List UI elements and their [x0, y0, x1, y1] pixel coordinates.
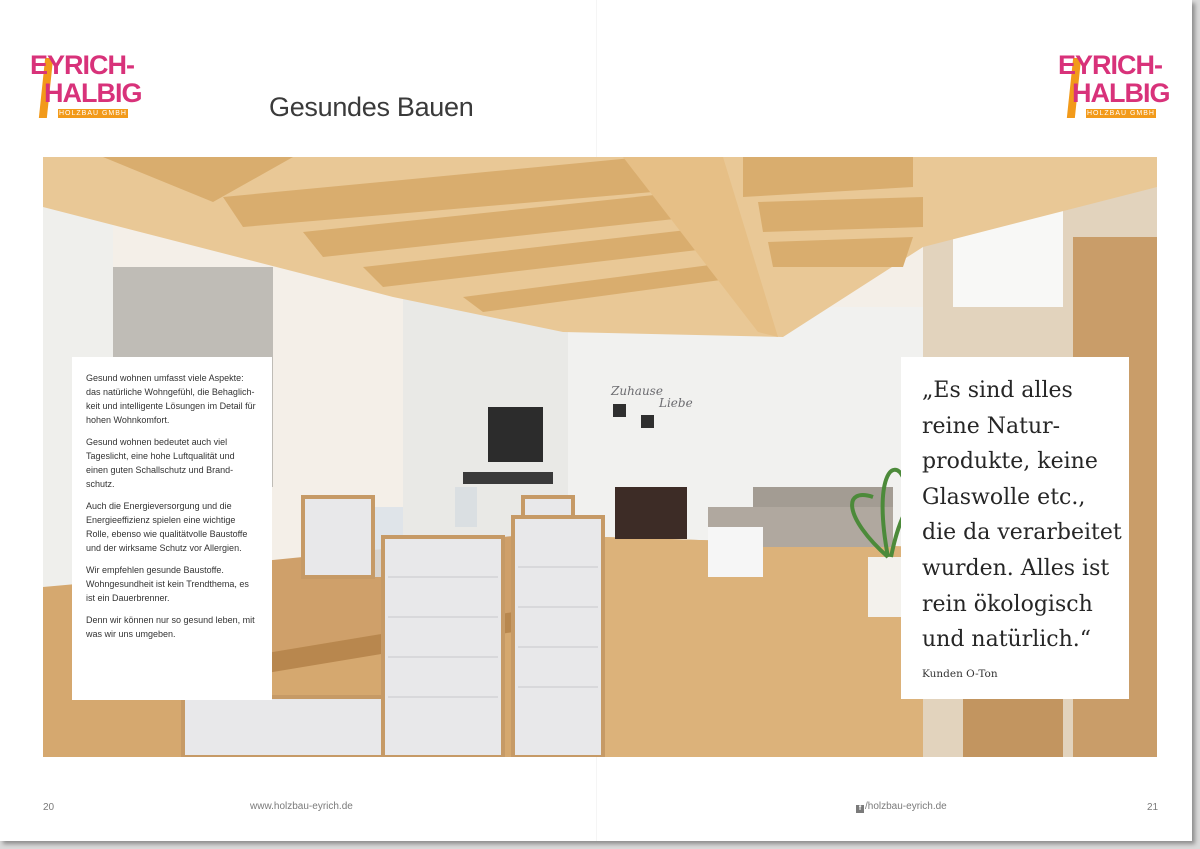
- logo-line1: EYRICH-: [30, 50, 135, 80]
- body-paragraph: Gesund wohnen bedeutet auch viel Tageslicht, eine hohe Luftqualität und einen guten Schallschutz und Brand-schutz.: [86, 437, 235, 489]
- quote-line: „Es sind alles: [922, 378, 1073, 403]
- quote-line: die da verarbeitet: [922, 520, 1122, 546]
- page-number-right: 21: [1147, 802, 1159, 813]
- page-title: Gesundes Bauen: [269, 92, 474, 122]
- quote-line: rein ökologisch: [922, 591, 1093, 617]
- quote-line: produkte, keine: [922, 449, 1098, 475]
- quote-author: Kunden O-Ton: [922, 667, 998, 680]
- quote-line: reine Natur-: [922, 413, 1061, 439]
- website-link[interactable]: www.holzbau-eyrich.de: [250, 801, 353, 812]
- logo-line2: HALBIG: [44, 78, 142, 108]
- customer-quote-box: [901, 357, 1129, 699]
- logo-subtitle: HOLZBAU GMBH: [1086, 110, 1155, 117]
- body-paragraph: Wir empfehlen gesunde Baustoffe. Wohngesundheit ist kein Trendthema, es ist ein Dauerbrenner.: [86, 565, 249, 603]
- body-paragraph: Gesund wohnen umfasst viele Aspekte: das natürliche Wohngefühl, die Behaglich-keit und intelligente Lösungen im Detail für hohen Wohnkomfort.: [86, 373, 256, 425]
- quote-text: [922, 373, 1122, 658]
- facebook-handle: /holzbau-eyrich.de: [865, 801, 947, 812]
- quote-line: Glaswolle etc.,: [922, 484, 1086, 510]
- page-number-left: 20: [43, 802, 55, 813]
- facebook-icon: f: [856, 805, 864, 813]
- quote-line: und natürlich.“: [922, 627, 1092, 653]
- company-logo-left: [30, 50, 142, 118]
- wall-decal-line2: Liebe: [659, 396, 693, 410]
- quote-line: wurden. Alles ist: [922, 555, 1110, 581]
- logo-line2: HALBIG: [1072, 78, 1170, 108]
- facebook-link[interactable]: [856, 801, 947, 813]
- company-logo-right: [1058, 50, 1170, 118]
- body-paragraph: Denn wir können nur so gesund leben, mit was wir uns umgeben.: [86, 615, 255, 639]
- logo-subtitle: HOLZBAU GMBH: [58, 110, 127, 117]
- logo-line1: EYRICH-: [1058, 50, 1163, 80]
- body-paragraph: Auch die Energieversorgung und die Energieeffizienz spielen eine wichtige Rolle, ebenso wie qualitätvolle Baustoffe und der wirksame Schutz vor Allergien.: [86, 501, 248, 553]
- body-text-box: [72, 357, 272, 700]
- wall-decal-line1: Zuhause: [611, 384, 663, 398]
